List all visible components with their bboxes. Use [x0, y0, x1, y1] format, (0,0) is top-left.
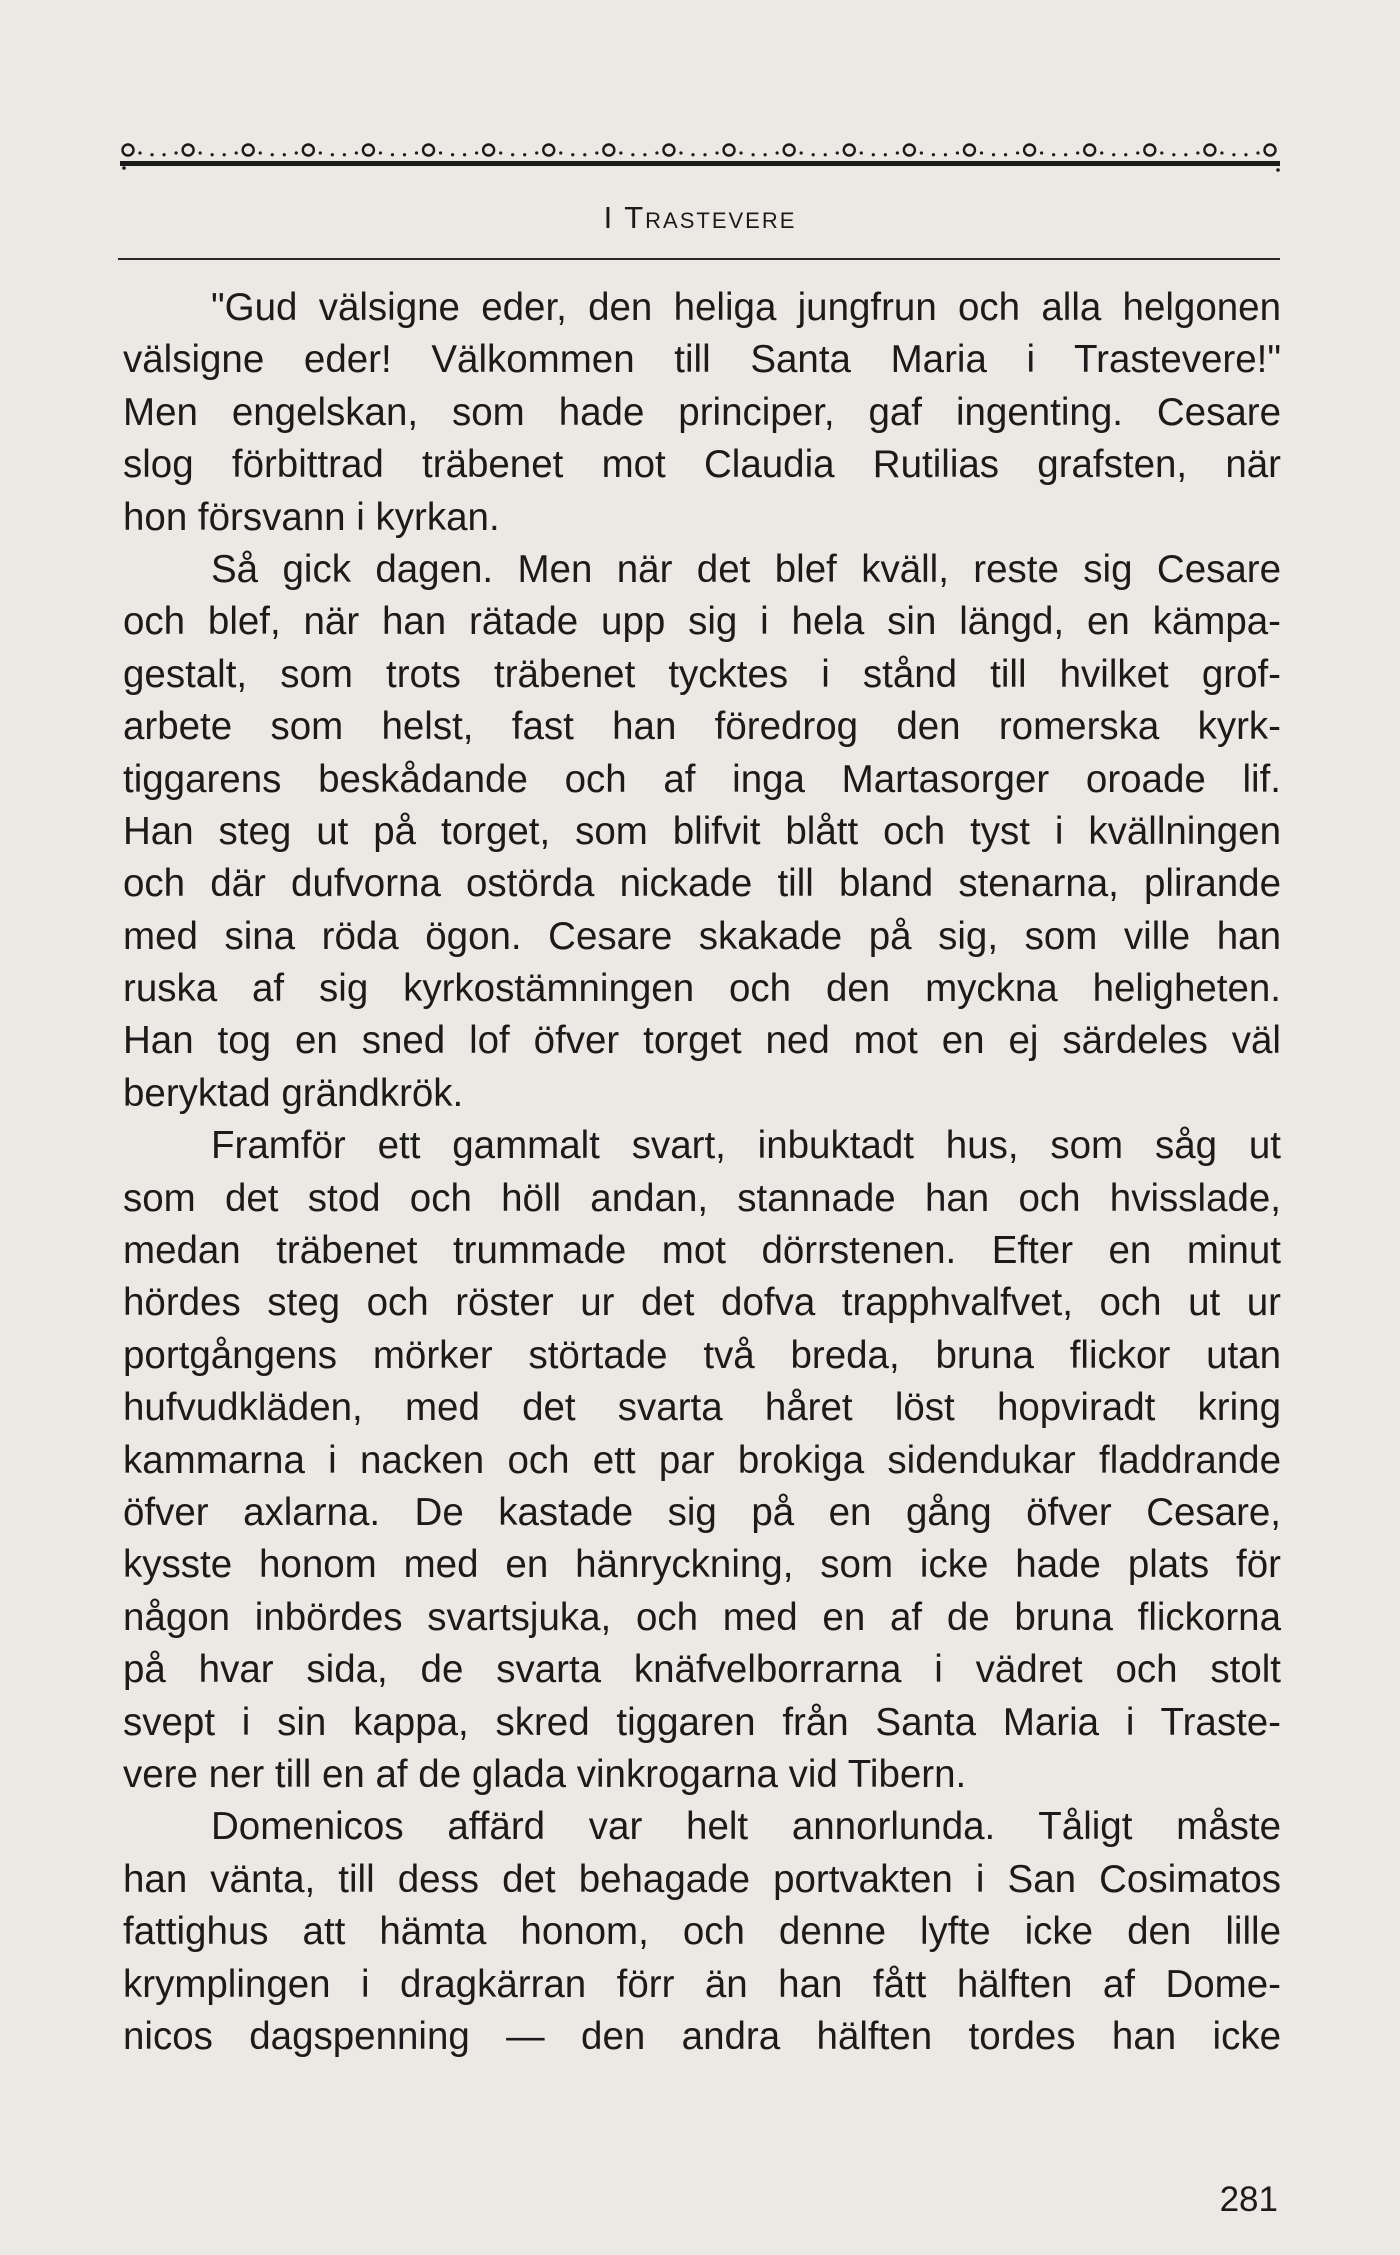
text-line: nicos dagspenning — den andra hälften tordes han icke — [123, 2014, 1281, 2058]
text-line: kysste honom med en hänryckning, som icke hade plats för — [123, 1543, 1281, 1587]
text-line: gestalt, som trots träbenet tycktes i stånd till hvilket grof- — [123, 652, 1281, 696]
text-line: på hvar sida, de svarta knäfvelborrarna i vädret och stolt — [123, 1648, 1281, 1692]
text-line: tiggarens beskådande och af inga Martasorger oroade lif. — [123, 757, 1281, 801]
text-line: och blef, när han rätade upp sig i hela sin längd, en kämpa- — [123, 600, 1281, 644]
text-line: hufvudkläden, med det svarta håret löst hopviradt kring — [123, 1386, 1281, 1430]
page-number: 281 — [1219, 2180, 1278, 2219]
text-line: svept i sin kappa, skred tiggaren från Santa Maria i Traste- — [123, 1700, 1281, 1744]
ornament-chain-icon — [120, 128, 1280, 178]
text-line: beryktad grändkrök. — [123, 1071, 464, 1115]
text-line: slog förbittrad träbenet mot Claudia Rutilias grafsten, när — [123, 443, 1281, 487]
text-line: Så gick dagen. Men när det blef kväll, reste sig Cesare — [211, 547, 1281, 591]
text-line: medan träbenet trummade mot dörrstenen. Efter en minut — [123, 1229, 1281, 1273]
text-line: portgångens mörker störtade två breda, bruna flickor utan — [123, 1333, 1281, 1377]
text-line: fattighus att hämta honom, och denne lyfte icke den lille — [123, 1910, 1281, 1954]
text-line: han vänta, till dess det behagade portvakten i San Cosimatos — [123, 1857, 1281, 1901]
text-line: välsigne eder! Välkommen till Santa Maria i Trastevere!" — [123, 338, 1281, 382]
text-line: Framför ett gammalt svart, inbuktadt hus, som såg ut — [211, 1124, 1281, 1168]
running-head: I Trastevere — [603, 200, 797, 235]
text-line: arbete som helst, fast han föredrog den romerska kyrk- — [123, 705, 1281, 749]
text-line: öfver axlarna. De kastade sig på en gång öfver Cesare, — [123, 1490, 1281, 1534]
text-line: Han steg ut på torget, som blifvit blått och tyst i kvällningen — [123, 809, 1281, 853]
text-line: någon inbördes svartsjuka, och med en af de bruna flickorna — [123, 1595, 1281, 1639]
text-line: och där dufvorna ostörda nickade till bland stenarna, plirande — [123, 862, 1281, 906]
text-line: ruska af sig kyrkostämningen och den myckna heligheten. — [123, 967, 1281, 1011]
text-line: hördes steg och röster ur det dofva trapphvalfvet, och ut ur — [123, 1281, 1281, 1325]
text-line: Han tog en sned lof öfver torget ned mot en ej särdeles väl — [123, 1019, 1281, 1063]
ornamental-border — [120, 128, 1280, 178]
text-line: krymplingen i dragkärran förr än han fått hälften af Dome- — [123, 1962, 1281, 2006]
text-line: kammarna i nacken och ett par brokiga sidendukar fladdrande — [123, 1438, 1281, 1482]
header-rule — [118, 258, 1280, 260]
text-line: Men engelskan, som hade principer, gaf ingenting. Cesare — [123, 390, 1281, 434]
text-line: med sina röda ögon. Cesare skakade på sig, som ville han — [123, 914, 1281, 958]
text-line: hon försvann i kyrkan. — [123, 495, 500, 539]
text-line: "Gud välsigne eder, den heliga jungfrun och alla helgonen — [211, 286, 1281, 329]
body-text — [123, 282, 1281, 2063]
text-line: Domenicos affärd var helt annorlunda. Tåligt måste — [211, 1805, 1281, 1849]
text-line: som det stod och höll andan, stannade han och hvisslade, — [123, 1176, 1281, 1220]
text-line: vere ner till en af de glada vinkrogarna vid Tibern. — [123, 1752, 967, 1796]
